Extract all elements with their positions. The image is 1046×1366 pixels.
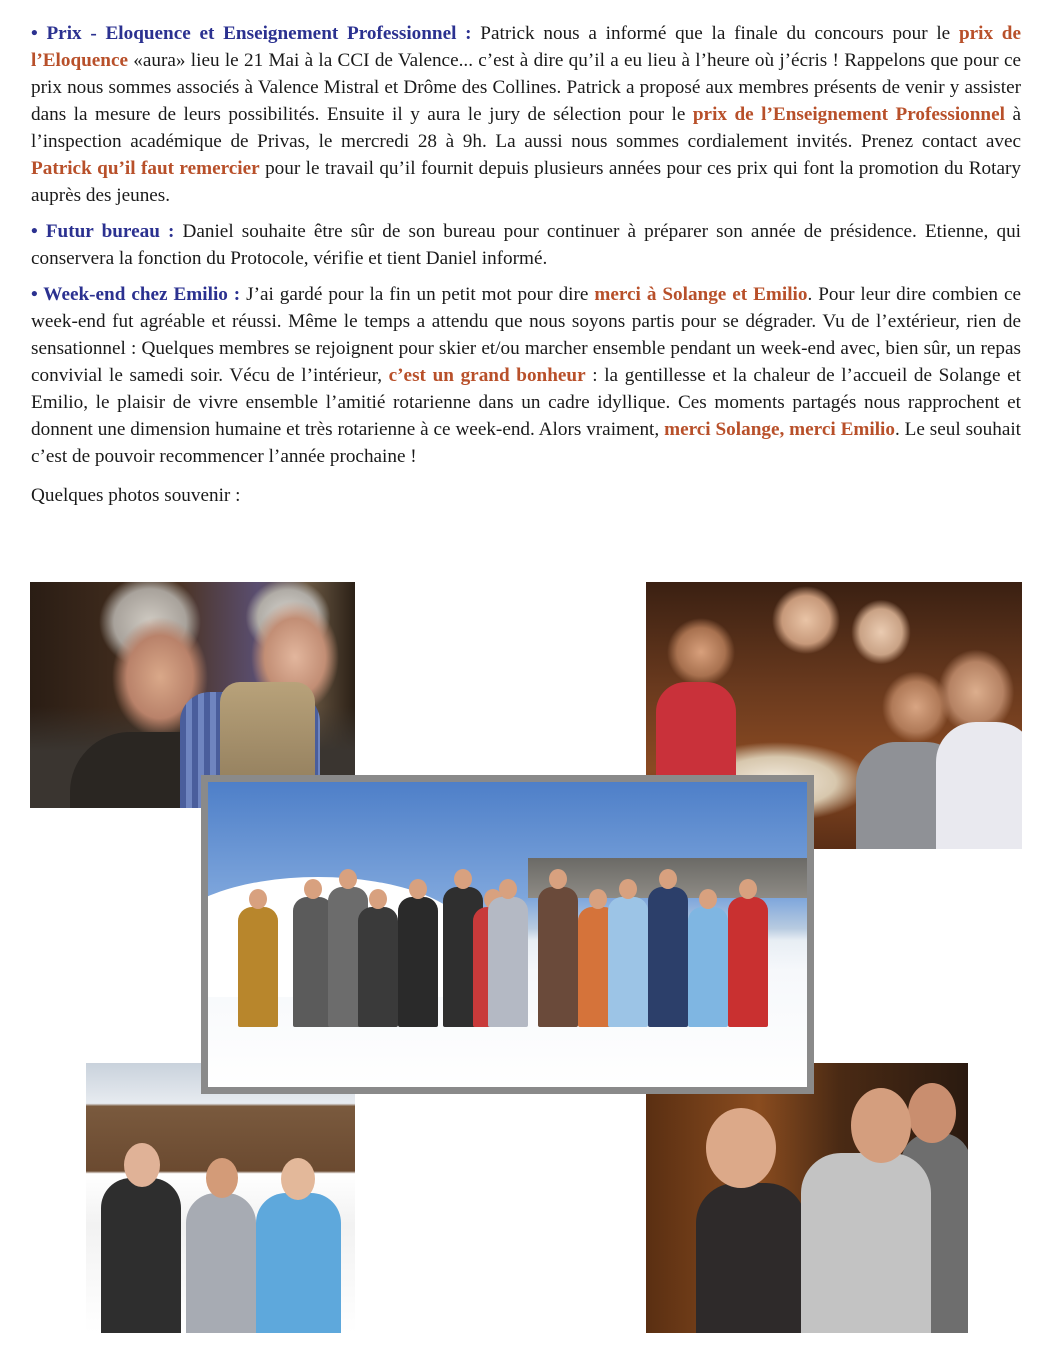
skier-figure [648, 887, 688, 1027]
photo-snow-scene [208, 782, 807, 1087]
photo-detail [281, 1158, 315, 1200]
photo-four-friends-village [86, 1063, 355, 1333]
skier-head [369, 889, 387, 909]
skier-head [659, 869, 677, 889]
skier-head [339, 869, 357, 889]
heading-prix: • Prix - Eloquence et Enseignement Professionnel : [31, 23, 472, 44]
text: J’ai gardé pour la fin un petit mot pour dire [240, 284, 595, 305]
photo-detail [124, 1143, 160, 1187]
skier-head [619, 879, 637, 899]
text: . Pour leur dire combien ce week-end fut agréable et réussi. Même le temps a attendu que nous soyons partis pour se dégrader. Vu de l’extérieur, rien de sensationnel : Quelques membres se rejoignent pour skier et/ou marcher ensemble pendant un week-end avec, bien sûr, un repas convivial le samedi soir. Vécu de l’intérieur, [31, 284, 1021, 386]
skier-head [739, 879, 757, 899]
highlight-grand-bonheur: c’est un grand bonheur [388, 365, 586, 386]
skier-figure [398, 897, 438, 1027]
skier-figure [608, 897, 648, 1027]
photo-detail [256, 1193, 341, 1333]
skier-head [699, 889, 717, 909]
photo-detail [908, 1083, 956, 1143]
text: «aura» lieu le 21 Mai à la CCI de Valence... c’est à dire qu’il a eu lieu à l’heure où j’écris ! Rappelons que pour ce prix nous sommes associés à Valence Mistral et Drôme des Collines. Patrick a proposé aux membres présents de venir y assister dans la mesure de leurs possibilités. Ensuite il y aura le jury de sélection pour le [31, 50, 1021, 125]
text: pour le travail qu’il fournit depuis plusieurs années pour ces prix qui font la promotion du Rotary auprès des jeunes. [31, 158, 1021, 206]
text: Patrick nous a informé que la finale du concours pour le [471, 23, 959, 44]
skier-head [304, 879, 322, 899]
photo-detail [696, 1183, 806, 1333]
skier-figure [688, 907, 728, 1027]
photo-group-snow [201, 775, 814, 1094]
text: à l’inspection académique de Privas, le mercredi 28 à 9h. La aussi nous sommes cordialement invités. Prenez contact avec [31, 104, 1021, 152]
highlight-eloquence: prix de l’Eloquence [31, 23, 1021, 71]
skier-head [499, 879, 517, 899]
skier-figure [238, 907, 278, 1027]
paragraph-prix [31, 20, 1021, 209]
photo-detail [851, 1088, 911, 1163]
article-body [31, 20, 1021, 518]
heading-bureau: • Futur bureau : [31, 221, 175, 242]
photo-detail [206, 1158, 238, 1198]
photo-detail [706, 1108, 776, 1188]
skier-head [454, 869, 472, 889]
skier-figure [728, 897, 768, 1027]
highlight-enseignement: prix de l’Enseignement Professionnel [692, 104, 1005, 125]
photo-detail [801, 1153, 931, 1333]
highlight-merci-final: merci Solange, merci Emilio [664, 419, 895, 440]
heading-weekend: • Week-end chez Emilio : [31, 284, 241, 305]
text: : la gentillesse et la chaleur de l’accueil de Solange et Emilio, le plaisir de vivre ensemble l’amitié rotarienne dans un cadre idyllique. Ces moments partagés nous rapprochent et donnent une dimension humaine et très rotarienne à ce week-end. Alors vraiment, [31, 365, 1021, 440]
skier-figure [488, 897, 528, 1027]
photos-intro: Quelques photos souvenir : [31, 485, 241, 506]
paragraph-bureau [31, 218, 1021, 272]
photo-detail [656, 682, 736, 782]
photo-detail [186, 1193, 256, 1333]
highlight-merci-solange-emilio: merci à Solange et Emilio [594, 284, 808, 305]
skier-figure [358, 907, 398, 1027]
paragraph-weekend [31, 281, 1021, 470]
skier-head [409, 879, 427, 899]
skier-figure [538, 887, 578, 1027]
skier-figure [293, 897, 333, 1027]
skier-head [549, 869, 567, 889]
text: . Le seul souhait c’est de pouvoir recommencer l’année prochaine ! [31, 419, 1022, 467]
highlight-patrick: Patrick qu’il faut remercier [31, 158, 260, 179]
skier-head [249, 889, 267, 909]
photo-toast-indoor [646, 1063, 968, 1333]
text: Daniel souhaite être sûr de son bureau pour continuer à préparer son année de présidence. Etienne, qui conservera la fonction du Protocole, vérifie et tient Daniel informé. [31, 221, 1021, 269]
photo-detail [936, 722, 1022, 849]
photo-detail [101, 1178, 181, 1333]
skier-head [589, 889, 607, 909]
